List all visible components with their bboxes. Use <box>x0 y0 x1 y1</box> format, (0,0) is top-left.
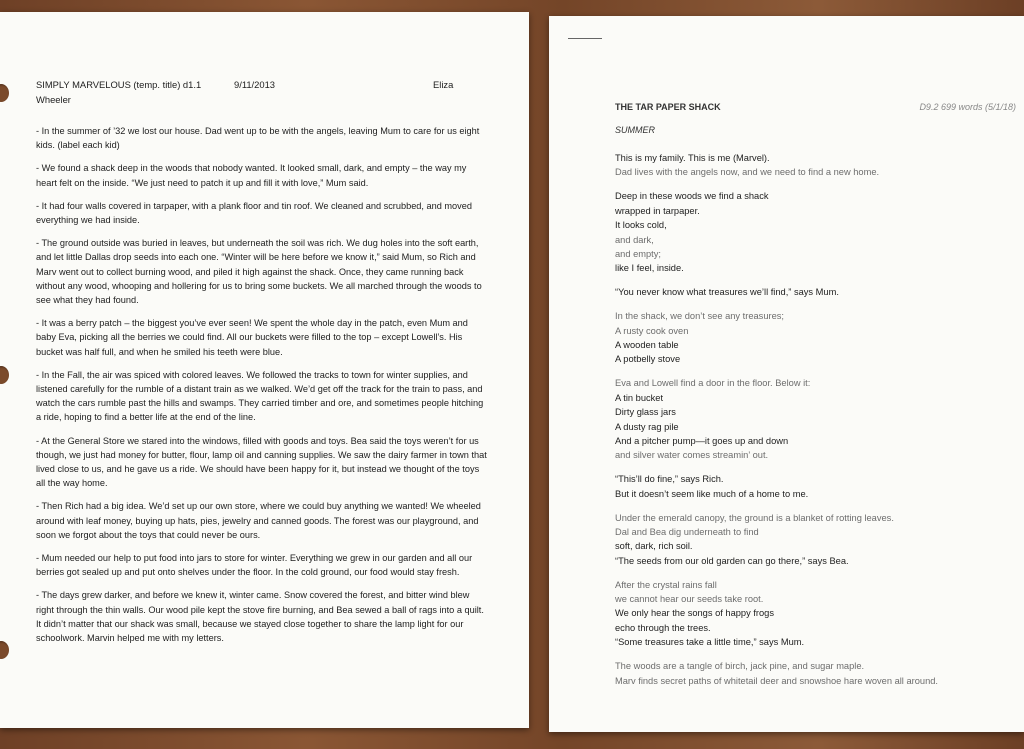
poem-line: Dal and Bea dig underneath to find <box>615 526 759 537</box>
draft-paragraph: - It had four walls covered in tarpaper, with a plank floor and tin roof. We cleaned and scrubbed, and moved everything we had inside. <box>36 200 472 226</box>
poem-line: soft, dark, rich soil. <box>615 541 693 552</box>
draft-paragraph: - In the summer of ’32 we lost our house. Dad went up to be with the angels, leaving Mum to care for us eight kids. (label each kid) <box>36 126 480 151</box>
draft-paragraph: - Then Rich had a big idea. We’d set up our own store, where we could buy anything we wanted! We wheeled around with leaf money, buying up hats, pies, jewelry and canned goods. The forest was our playground, and soon we forgot about the toys that could never be ours. <box>36 501 481 540</box>
author-last-name: Wheeler <box>36 94 71 105</box>
poem-line: Dirty glass jars <box>615 407 676 418</box>
poem-stanza <box>615 309 1015 367</box>
poem-line: A wooden table <box>615 339 679 350</box>
draft-paragraph: - We found a shack deep in the woods that nobody wanted. It looked small, dark, and empty – the way my heart felt on the inside. “We just need to patch it up and fill it with love,” Mum said. <box>36 163 467 188</box>
poem-title: THE TAR PAPER SHACK <box>615 102 721 112</box>
poem-line: The woods are a tangle of birch, jack pine, and sugar maple. <box>615 661 865 672</box>
poem-line: This is my family. This is me (Marvel). <box>615 153 770 163</box>
draft-paragraph: - It was a berry patch – the biggest you’ve ever seen! We spent the whole day in the patch, even Mum and baby Eva, picking all the berries we could find. All our buckets were filled to the top – except Lowell’s. His bucket was half full, and when he smiled his teeth were blue. <box>36 318 468 357</box>
poem-stanza <box>615 189 1015 275</box>
draft-page-right <box>549 16 1024 732</box>
poem-line: And a pitcher pump—it goes up and down <box>615 435 789 446</box>
poem-line: “Some treasures take a little time,” says Mum. <box>615 637 805 648</box>
poem-line: and empty; <box>615 248 661 259</box>
poem-line: “This’ll do fine,” says Rich. <box>615 474 724 485</box>
poem-stanza <box>615 578 1015 650</box>
poem-line: “The seeds from our old garden can go there,” says Bea. <box>615 555 849 566</box>
poem-line: we cannot hear our seeds take root. <box>615 594 764 605</box>
poem-line: After the crystal rains fall <box>615 579 717 590</box>
poem-line: But it doesn’t seem like much of a home to me. <box>615 488 809 499</box>
draft-body <box>36 124 488 654</box>
poem-line: Under the emerald canopy, the ground is a blanket of rotting leaves. <box>615 512 894 523</box>
poem-line: Dad lives with the angels now, and we need to find a new home. <box>615 167 880 178</box>
poem-line: In the shack, we don’t see any treasures; <box>615 311 784 322</box>
punch-hole <box>0 84 9 102</box>
draft-paragraph: - Mum needed our help to put food into jars to store for winter. Everything we grew in our garden and all our berries got sealed up and put onto shelves under the floor. In the cold ground, our food would stay fresh. <box>36 553 473 578</box>
poem-stanza <box>615 285 1015 299</box>
draft-date: 9/11/2013 <box>234 79 276 90</box>
poem-stanza <box>615 376 1015 462</box>
draft-page-left <box>0 12 529 728</box>
punch-hole <box>0 366 9 384</box>
punch-hole <box>0 641 9 659</box>
draft-paragraph: - The ground outside was buried in leaves, but underneath the soil was rich. We dug holes into the soft earth, and let little Dallas drop seeds into each one. “Winter will be here before we know it,” said Mum, so Rich and Marv went out to collect burning wood, and piled it high against the shack. Once, they came running back without any wood, whooping and hollering for us to bring some buckets. We all marched through the woods to see what they had found. <box>36 238 482 306</box>
draft-paragraph: - The days grew darker, and before we knew it, winter came. Snow covered the forest, and bitter wind blew right through the thin walls. Our wood pile kept the stove fire burning, and Bea sewed a ball of rags into a quilt. It didn’t matter that our shack was small, because we stayed close together to share the lamp light for our schoolwork. Marvin helped me with my letters. <box>36 590 484 644</box>
poem-line: Eva and Lowell find a door in the floor. Below it: <box>615 378 811 389</box>
poem-stanza <box>615 151 1015 180</box>
poem-line: echo through the trees. <box>615 622 711 633</box>
poem-body <box>615 151 1015 698</box>
draft-paragraph: - In the Fall, the air was spiced with colored leaves. We followed the tracks to town for winter supplies, and listened carefully for the rumble of a distant train as we walked. We’d get off the track for the train to pass, and watch the cars rumble past the hills and swamps. They carried timber and ore, and sometimes people hitching a ride, hoping to find a better life at the end of the line. <box>36 369 484 423</box>
draft-paragraph: - At the General Store we stared into the windows, filled with goods and toys. Bea said the toys weren’t for us though, we just had money for butter, flour, lamp oil and canning supplies. We saw the dairy farmer in town that lived close to us, and he gave us a ride. We should have been happy for it, but instead we thought of the toys all the way home. <box>36 435 487 489</box>
poem-line: “You never know what treasures we’ll find,” says Mum. <box>615 287 839 298</box>
poem-line: wrapped in tarpaper. <box>615 205 700 216</box>
poem-stanza <box>615 511 1015 569</box>
poem-stanza <box>615 659 1015 688</box>
draft-version-meta: D9.2 699 words (5/1/18) <box>919 102 1016 112</box>
poem-line: Marv finds secret paths of whitetail deer and snowshoe hare woven all around. <box>615 675 938 686</box>
poem-line: A dusty rag pile <box>615 421 679 432</box>
poem-line: like I feel, inside. <box>615 263 684 274</box>
poem-line: We only hear the songs of happy frogs <box>615 608 775 619</box>
poem-line: and silver water comes streamin’ out. <box>615 450 769 461</box>
section-heading: SUMMER <box>615 125 655 135</box>
poem-line: It looks cold, <box>615 220 667 231</box>
pencil-mark <box>568 38 602 39</box>
author-first-name: Eliza <box>433 79 454 90</box>
poem-stanza <box>615 472 1015 501</box>
poem-line: A potbelly stove <box>615 354 681 365</box>
draft-title: SIMPLY MARVELOUS (temp. title) d1.1 <box>36 79 202 90</box>
poem-line: A tin bucket <box>615 392 664 403</box>
poem-line: Deep in these woods we find a shack <box>615 191 769 202</box>
poem-line: A rusty cook oven <box>615 325 689 336</box>
poem-line: and dark, <box>615 234 654 245</box>
